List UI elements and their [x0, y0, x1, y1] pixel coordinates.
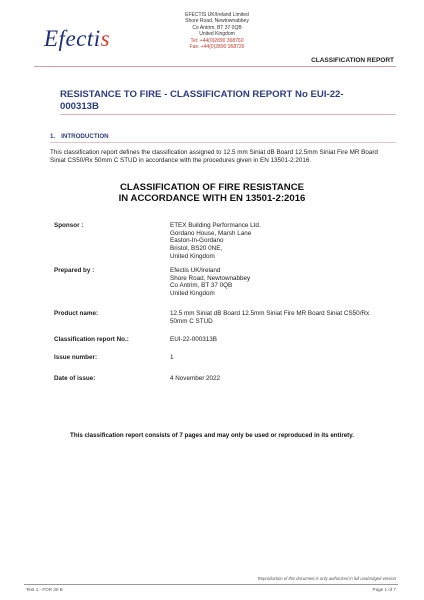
classification-heading [40, 182, 384, 205]
address-fax: Fax: +44(0)2890 368726 [189, 44, 245, 51]
footer-divider [24, 584, 398, 585]
address-phone: Tel: +44(0)2890 368760 [190, 37, 244, 44]
reproduction-notice: This classification report consists of 7 pages and may only be used or reproduced in its entirety. [70, 432, 354, 439]
efectis-logo: Efectis [44, 26, 111, 51]
field-label: Prepared by : [54, 267, 95, 274]
header-divider [34, 66, 396, 67]
value-line: 12.5 mm Siniat dB Board 12.5mm Siniat Fire MR Board Siniat CS50/Rx [170, 310, 370, 317]
document-title: RESISTANCE TO FIRE - CLASSIFICATION REPORT No EUI-22-000313B [60, 89, 344, 112]
field-value [170, 336, 394, 344]
field-label: Sponsor : [54, 222, 84, 229]
section-heading [50, 133, 109, 140]
section-title: INTRODUCTION [61, 133, 109, 140]
field-value [170, 267, 394, 298]
value-line: 50mm C STUD [170, 317, 213, 325]
field-value [170, 354, 394, 362]
footer-form-code: Test 1 - FOR 30 B [26, 587, 63, 592]
address-line: EFECTIS UK/Ireland Limited [185, 12, 249, 18]
field-value [170, 375, 394, 383]
header-report-label: CLASSIFICATION REPORT [311, 57, 394, 64]
footer-page-number: Page 1 of 7 [372, 587, 396, 592]
value-line: 1 [170, 354, 174, 361]
value-line: Bristol, BS20 0NE, [170, 245, 223, 253]
classification-heading-line: CLASSIFICATION OF FIRE RESISTANCE [119, 182, 305, 193]
classification-heading-line: IN ACCORDANCE WITH EN 13501-2:2016 [118, 193, 306, 205]
value-line: Co Antrim, BT 37 0QB [170, 282, 233, 290]
field-label: Issue number: [54, 354, 98, 361]
footer-note: Reproduction of this document is only authorized in full unabridged version [257, 576, 396, 581]
field-label: Classification report No.: [54, 336, 129, 343]
value-line: EUI-22-000313B [170, 336, 217, 343]
field-label: Date of issue: [54, 375, 96, 382]
field-value [170, 310, 394, 325]
value-line: 4 November 2022 [170, 375, 221, 382]
address-line: United Kingdom [199, 31, 235, 38]
title-divider [60, 114, 396, 115]
section-number: 1. [50, 133, 56, 140]
company-address [168, 12, 266, 50]
introduction-text: This classification report defines the classification assigned to 12.5 mm Siniat dB Board 12.5mm Siniat Fire MR Board Siniat CS50/Rx 50mm C STUD in accordance with the procedures given in EN 13501-2:2016. [50, 149, 378, 165]
field-label: Product name: [54, 310, 99, 317]
value-line: Shore Road, Newtownabbey [170, 274, 251, 282]
address-line: Co Antrim, BT 37 0QB [192, 24, 242, 31]
value-line: Efectis UK/Ireland [170, 267, 221, 274]
address-line: Shore Road, Newtownabbey [185, 18, 249, 25]
section-divider [50, 142, 396, 143]
value-line: ETEX Building Performance Ltd. [170, 222, 261, 229]
value-line: Easton-In-Gordano [170, 237, 224, 245]
value-line: United Kingdom [170, 252, 215, 260]
value-line: United Kingdom [170, 290, 215, 298]
value-line: Gordano House, Marsh Lane [170, 229, 252, 237]
field-value [170, 222, 394, 261]
